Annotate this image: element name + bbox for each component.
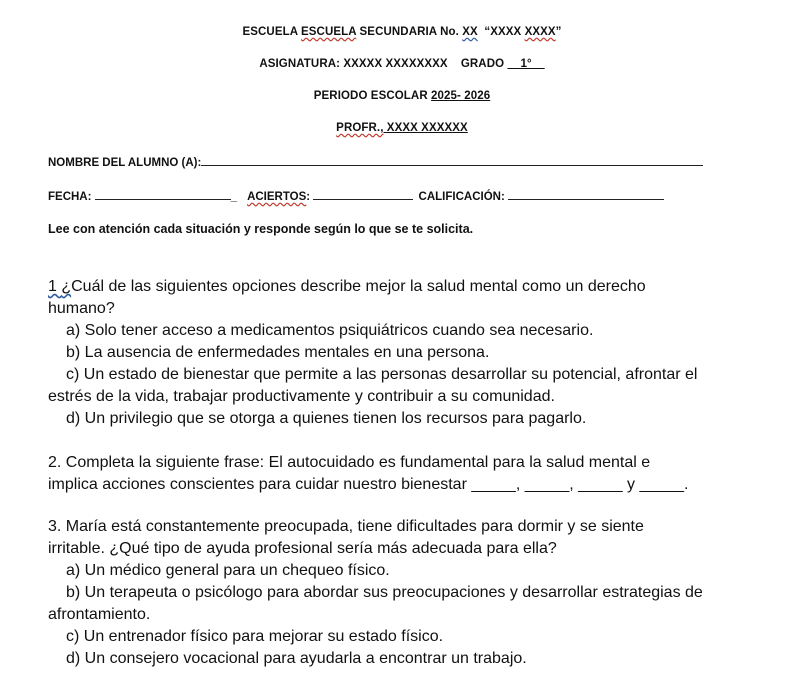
hits-label: ACIERTOS — [247, 191, 307, 203]
teacher-name: XXXX XXXXXX — [383, 122, 468, 134]
question-1-lead: ¿ — [61, 278, 72, 295]
period-label: PERIODO ESCOLAR — [313, 90, 432, 102]
question-3-option-b: b) Un terapeuta o psicólogo para abordar sus preocupaciones y desarrollar estrategias de — [66, 584, 703, 601]
question-1-option-d: d) Un privilegio que se otorga a quienes tienen los recursos para pagarlo. — [66, 410, 587, 427]
question-3: 3. María está constantemente preocupada, tiene dificultades para dormir y se siente — [48, 518, 644, 535]
question-1-option-c: c) Un estado de bienestar que permite a las personas desarrollar su potencial, afrontar el — [66, 366, 698, 383]
school-title — [0, 26, 804, 38]
question-3-text-cont: irritable. ¿Qué tipo de ayuda profesional sería más adecuada para ella? — [48, 540, 557, 557]
school-name-b: XXXX — [524, 26, 556, 38]
date-label: FECHA: — [48, 191, 92, 203]
question-3-option-c: c) Un entrenador físico para mejorar su estado físico. — [66, 628, 444, 645]
date-hits-grade-row — [48, 187, 664, 203]
question-1-text-cont: humano? — [48, 300, 115, 317]
school-prefix: ESCUELA — [242, 26, 301, 38]
question-1-option-a: a) Solo tener acceso a medicamentos psiquiátricos cuando sea necesario. — [66, 322, 594, 339]
subject-label: ASIGNATURA: XXXXX XXXXXXXX GRADO — [259, 58, 508, 70]
school-name-end: ” — [555, 26, 562, 38]
question-2-text-cont: implica acciones conscientes para cuidar nuestro bienestar _____, _____, _____ y _____. — [48, 476, 689, 493]
teacher-title: PROFR., — [336, 122, 384, 134]
question-1 — [48, 276, 646, 298]
instructions: Lee con atención cada situación y responde según lo que se te solicita. — [48, 222, 474, 236]
question-1-text: Cuál de las siguientes opciones describe mejor la salud mental como un derecho — [71, 278, 646, 295]
grade-label: CALIFICACIÓN: — [418, 191, 505, 203]
school-duplicate-word: ESCUELA — [301, 26, 357, 38]
date-line[interactable] — [95, 187, 231, 200]
question-3-option-a: a) Un médico general para un chequeo físico. — [66, 562, 390, 579]
hits-colon: : — [306, 191, 311, 203]
student-name-label: NOMBRE DEL ALUMNO (A): — [48, 157, 202, 169]
grade-line[interactable] — [508, 187, 664, 200]
question-1-option-b: b) La ausencia de enfermedades mentales en una persona. — [66, 344, 490, 361]
school-mid: SECUNDARIA No. — [356, 26, 463, 38]
teacher-line — [0, 122, 804, 134]
school-name-a: “XXXX — [477, 26, 525, 38]
question-1-option-c-cont: estrés de la vida, trabajar productivamente y contribuir a su comunidad. — [48, 388, 555, 405]
question-3-option-b-cont: afrontamiento. — [48, 606, 151, 623]
hits-line[interactable] — [313, 187, 413, 200]
student-name-field[interactable] — [48, 153, 703, 169]
grade-value: __1°__ — [507, 58, 545, 70]
school-number: XX — [462, 26, 478, 38]
question-3-option-d: d) Un consejero vocacional para ayudarla a encontrar un trabajo. — [66, 650, 527, 667]
student-name-line[interactable] — [201, 153, 703, 166]
subject-line — [0, 58, 804, 70]
period-value: 2025- 2026 — [431, 90, 491, 102]
question-2: 2. Completa la siguiente frase: El autocuidado es fundamental para la salud mental e — [48, 454, 651, 471]
question-1-number: 1 — [48, 278, 62, 295]
date-sep: _ — [230, 191, 238, 203]
period-line — [0, 90, 804, 102]
